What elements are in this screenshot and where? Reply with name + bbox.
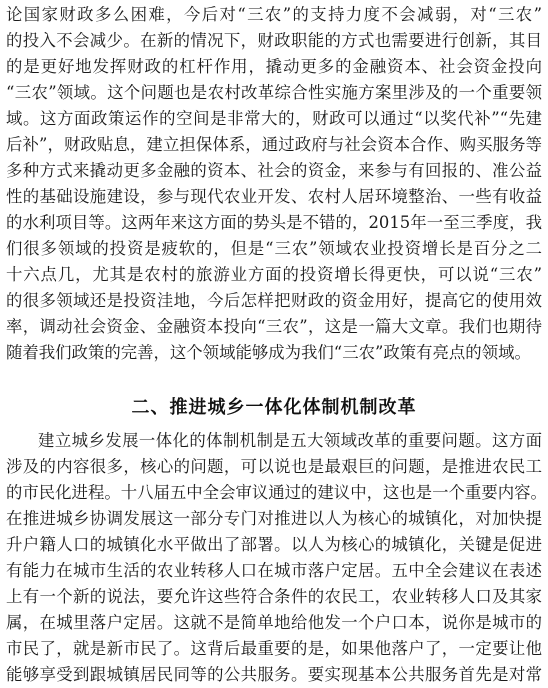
text-line: 域。这方面政策运作的空间是非常大的，财政可以通过“以奖代补”“先建 [6,109,542,128]
text-line: 的水利项目等。这两年来这方面的势头是不错的，2015年一至三季度，我 [6,213,542,232]
text-line: 率，调动社会资金、金融资本投向“三农”，这是一篇大文章。我们也期待 [6,317,542,336]
text-line: 后补”，财政贴息，建立担保体系，通过政府与社会资本合作、购买服务等 [6,135,542,154]
text-line: 十六点几，尤其是农村的旅游业方面的投资增长得更快，可以说“三农” [6,265,542,284]
text-line: 的很多领域还是投资洼地，今后怎样把财政的资金用好，提高它的使用效 [6,291,542,310]
text-line: 能够享受到跟城镇居民同等的公共服务。要实现基本公共服务首先是对常 [6,665,542,684]
section-heading: 二、推进城乡一体化体制机制改革 [131,397,417,418]
text-line: 多种方式来撬动更多金融的资本、社会的资金，来参与有回报的、准公益 [6,161,542,180]
text-line: 涉及的内容很多，核心的问题，可以说也是最艰巨的问题，是推进农民工 [6,457,542,476]
text-line: 升户籍人口的城镇化水平做出了部署。以人为核心的城镇化，关键是促进 [6,535,542,554]
text-line: 们很多领域的投资是疲软的，但是“三农”领域农业投资增长是百分之二 [6,239,542,258]
text-line: 属，在城里落户定居。这就不是简单地给他发一个户口本，说你是城市的 [6,613,542,632]
text-line: 市民了，就是新市民了。这背后最重要的是，如果他落户了，一定要让他 [6,639,542,658]
text-line: 性的基础设施建设，参与现代农业开发、农村人居环境整治、一些有收益 [6,187,542,206]
text-line: 的市民化进程。十八届五中全会审议通过的建议中，这也是一个重要内容。 [6,483,547,502]
text-line: 随着我们政策的完善，这个领域能够成为我们“三农”政策有亮点的领域。 [6,343,531,362]
text-line: “三农”领域。这个问题也是农村改革综合性实施方案里涉及的一个重要领 [6,83,542,102]
text-line: 的是更好地发挥财政的杠杆作用，撬动更多的金融资本、社会资金投向 [6,57,542,76]
text-line: 论国家财政多么困难，今后对“三农”的支持力度不会减弱，对“三农” [6,5,542,24]
text-line: 上有一个新的说法，要允许这些符合条件的农民工，农业转移人口及其家 [6,587,542,606]
text-line: 在推进城乡协调发展这一部分专门对推进以人为核心的城镇化，对加快提 [6,509,542,528]
text-line: 的投入不会减少。在新的情况下，财政职能的方式也需要进行创新，其目 [6,31,542,50]
text-line: 建立城乡发展一体化的体制机制是五大领域改革的重要问题。这方面 [38,431,542,450]
text-line: 有能力在城市生活的农业转移人口在城市落户定居。五中全会建议在表述 [6,561,542,580]
